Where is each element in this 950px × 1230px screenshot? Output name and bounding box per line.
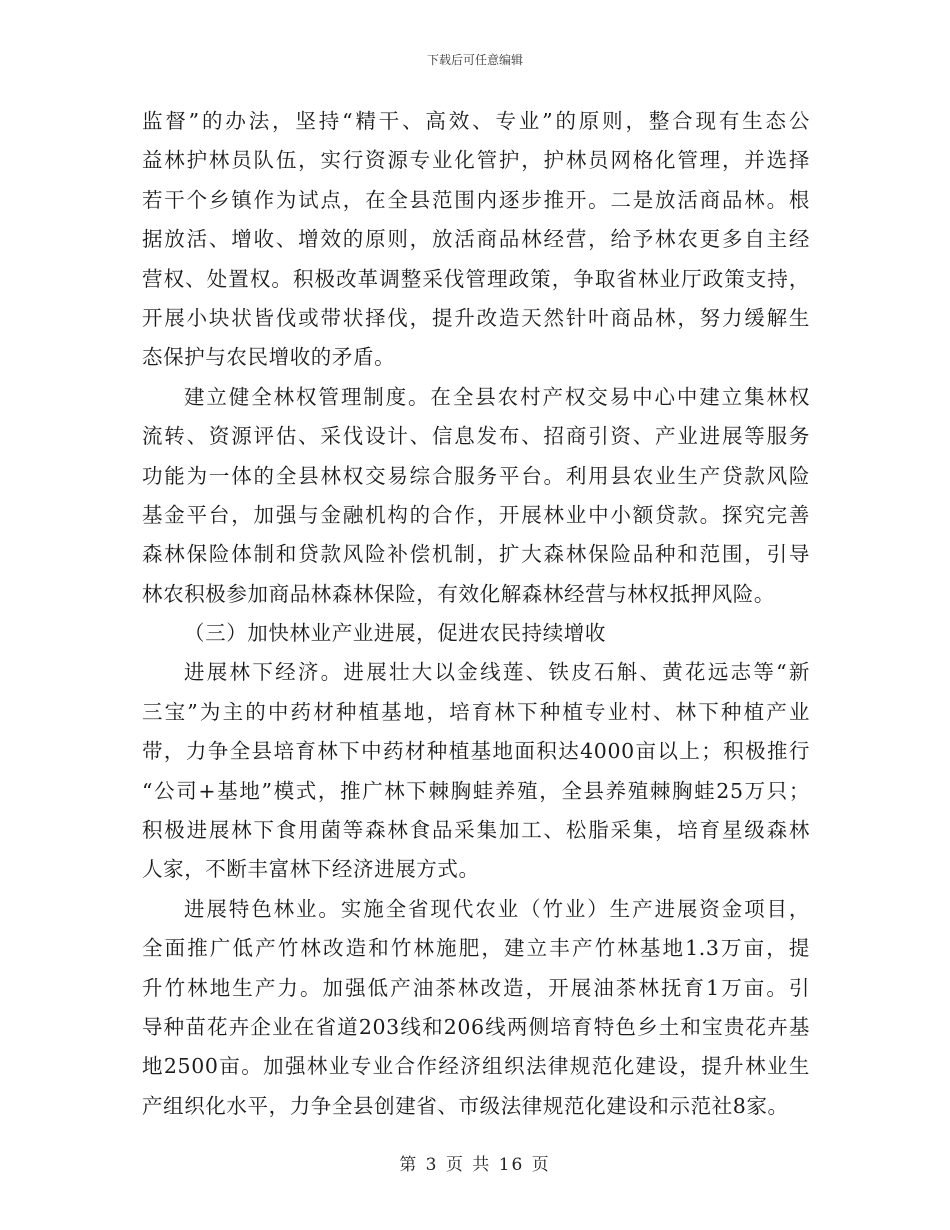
- text-line: 积极进展林下食用菌等森林食品采集加工、松脂采集，培育星级森林: [142, 818, 810, 843]
- paragraph: [142, 102, 810, 378]
- text-line: 产组织化水平，力争全县创建省、市级法律规范化建设和示范社8家。: [142, 1093, 789, 1118]
- text-line: 益林护林员队伍，实行资源专业化管护，护林员网格化管理，并选择: [142, 148, 810, 173]
- text-line: 进展特色林业。实施全省现代农业（竹业）生产进展资金项目，: [184, 896, 810, 921]
- text-line: 功能为一体的全县林权交易综合服务平台。利用县农业生产贷款风险: [142, 463, 810, 488]
- text-line: 监督”的办法，坚持“精干、高效、专业”的原则，整合现有生态公: [142, 109, 810, 133]
- page-header: 下载后可任意编辑: [426, 53, 523, 67]
- text-line: 升竹林地生产力。加强低产油茶林改造，开展油茶林抚育1万亩。引: [142, 975, 810, 1000]
- text-line: 据放活、增收、增效的原则，放活商品林经营，给予林农更多自主经: [142, 227, 810, 252]
- text-line: 地2500亩。加强林业专业合作经济组织法律规范化建设，提升林业生: [142, 1054, 810, 1079]
- text-line: 建立健全林权管理制度。在全县农村产权交易中心中建立集林权: [184, 384, 810, 409]
- text-line: 人家，不断丰富林下经济进展方式。: [142, 857, 480, 882]
- text-line: 开展小块状皆伐或带状择伐，提升改造天然针叶商品林，努力缓解生: [142, 305, 810, 330]
- paragraph: [142, 378, 810, 614]
- text-line: 带，力争全县培育林下中药材种植基地面积达4000亩以上；积极推行: [142, 739, 810, 764]
- text-line: 林农积极参加商品林森林保险，有效化解森林经营与林权抵押风险。: [142, 581, 775, 606]
- text-line: 导种苗花卉企业在省道203线和206线两侧培育特色乡土和宝贵花卉基: [142, 1014, 810, 1039]
- text-line: 基金平台，加强与金融机构的合作，开展林业中小额贷款。探究完善: [142, 502, 810, 527]
- paragraph: [142, 653, 810, 889]
- text-line: 森林保险体制和贷款风险补偿机制，扩大森林保险品种和范围，引导: [142, 542, 810, 567]
- page-number-footer: 第 3 页 共 16 页: [399, 1155, 551, 1175]
- text-line: 全面推广低产竹林改造和竹林施肥，建立丰产竹林基地1.3万亩，提: [142, 936, 810, 961]
- text-line: 流转、资源评估、采伐设计、信息发布、招商引资、产业进展等服务: [142, 424, 810, 449]
- text-line: “公司+基地”模式，推广林下棘胸蛙养殖，全县养殖棘胸蛙25万只；: [142, 778, 810, 803]
- text-line: 进展林下经济。进展壮大以金线莲、铁皮石斛、黄花远志等“新: [184, 660, 810, 685]
- text-line: 态保护与农民增收的矛盾。: [142, 345, 396, 370]
- paragraph: [142, 890, 810, 1126]
- section-heading: （三）加快林业产业进展，促进农民持续增收: [184, 621, 606, 646]
- text-line: 若干个乡镇作为试点，在全县范围内逐步推开。二是放活商品林。根: [142, 187, 810, 212]
- text-line: 三宝”为主的中药材种植基地，培育林下种植专业村、林下种植产业: [142, 699, 810, 724]
- text-line: 营权、处置权。积极改革调整采伐管理政策，争取省林业厅政策支持，: [142, 266, 810, 291]
- document-body: [142, 102, 810, 1126]
